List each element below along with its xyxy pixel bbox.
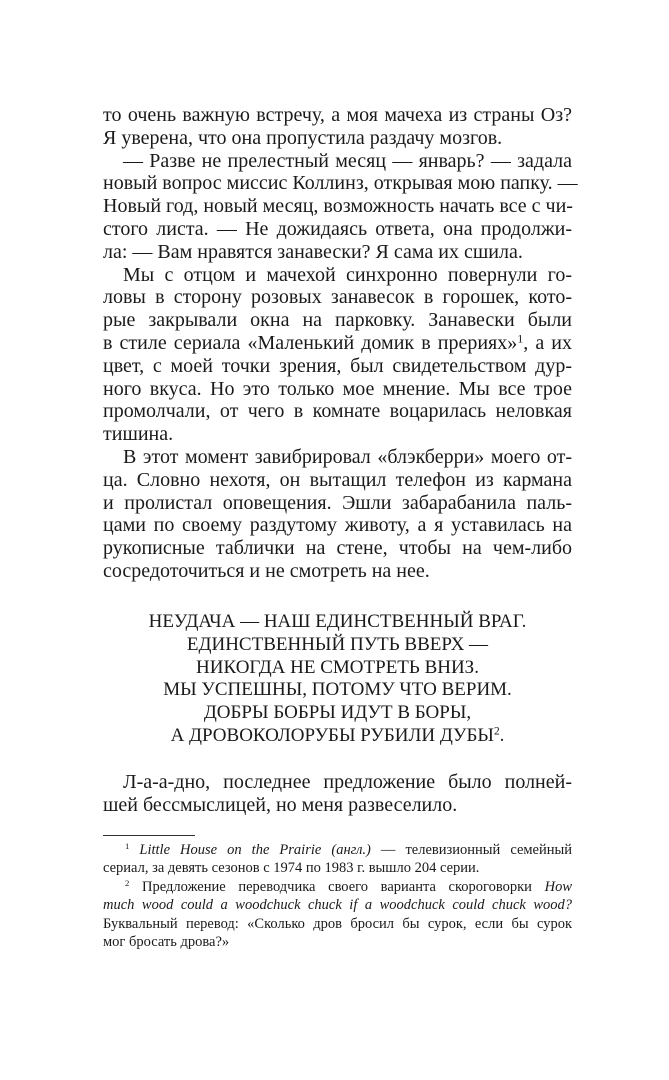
- text-line: промолчали, от чего в комнате воцарилась неловкая: [103, 400, 572, 423]
- text-line: [103, 896, 572, 914]
- text-span: — телевизионный семейный: [370, 842, 573, 858]
- text-line: ла: — Вам нравятся занавески? Я сама их сшила.: [103, 240, 523, 263]
- text-span: Little House on the Prairie (англ.): [139, 842, 371, 858]
- poem-line: МЫ УСПЕШНЫ, ПОТОМУ ЧТО ВЕРИМ.: [163, 679, 512, 701]
- text-line: ца. Словно нехотя, он вытащил телефон из кармана: [103, 468, 572, 491]
- closing-paragraph: [103, 771, 572, 817]
- footnote-mark: 1: [125, 841, 130, 852]
- poem-line: НИКОГДА НЕ СМОТРЕТЬ ВНИЗ.: [196, 656, 479, 678]
- text-line: цвет, с моей точки зрения, был свидетельством дур-: [103, 354, 572, 377]
- text-line: Буквальный перевод: «Сколько дров бросил бы сурок, если бы сурок: [103, 915, 572, 932]
- text-line: Л-а-а-дно, последнее предложение было полней-: [123, 771, 572, 793]
- poem-line: НЕУДАЧА — НАШ ЕДИНСТВЕННЫЙ ВРАГ.: [148, 611, 527, 632]
- text-line: мог бросать дрова?»: [103, 933, 230, 950]
- text-line: тишина.: [103, 423, 174, 446]
- text-span: А ДРОВОКОЛОРУБЫ РУБИЛИ ДУБЫ: [170, 724, 494, 746]
- footnote-mark: 2: [125, 878, 130, 888]
- text-line: ловы в сторону розовых занавесок в горошек, кото-: [103, 286, 572, 309]
- text-line: Мы с отцом и мачехой синхронно повернули го-: [123, 263, 572, 286]
- text-line: рые закрывали окна на парковку. Занавески были: [103, 309, 572, 332]
- text-line: [103, 332, 572, 355]
- text-span: в стиле сериала «Маленький домик в прериях»: [103, 331, 518, 354]
- text-span: much wood could a woodchuck chuck if a woodchuck could chuck wood?: [103, 897, 572, 914]
- text-line: сосредоточиться и не смотреть на нее.: [103, 559, 430, 582]
- footnote-ref-2: 2: [493, 725, 500, 738]
- text-line: сериал, за девять сезонов с 1974 по 1983 г. вышло 204 серии.: [103, 860, 480, 877]
- text-line: Я уверена, что она пропустила раздачу мозгов.: [103, 126, 503, 149]
- text-span: .: [499, 724, 505, 746]
- footnote-1: [103, 841, 572, 859]
- text-line: и пролистал оповещения. Эшли забарабанила паль-: [103, 491, 572, 514]
- text-line: Новый год, новый месяц, возможность начать все с чи-: [103, 195, 573, 218]
- poem-line: ДОБРЫ БОБРЫ ИДУТ В БОРЫ,: [203, 702, 472, 724]
- text-line: В этот момент завибрировал «блэкберри» моего от-: [123, 445, 572, 468]
- footnote-divider: [103, 835, 195, 836]
- text-line: новый вопрос миссис Коллинз, открывая мою папку. —: [103, 172, 578, 195]
- footnote-2: [103, 878, 572, 896]
- text-span: How: [544, 878, 572, 895]
- text-span: Предложение переводчика своего варианта скороговорки: [129, 878, 545, 895]
- footnote-ref-1: 1: [517, 331, 524, 346]
- main-text: [103, 104, 578, 583]
- text-line: цами по своему раздутому животу, а я уставилась на: [103, 514, 572, 537]
- text-line: рукописные таблички на стене, чтобы на чем-либо: [103, 537, 572, 560]
- text-line: — Разве не прелестный месяц — январь? — задала: [123, 149, 572, 172]
- text-line: стого листа. — Не дожидаясь ответа, она продолжи-: [103, 217, 572, 240]
- text-line: то очень важную встречу, а моя мачеха из страны Оз?: [103, 104, 572, 126]
- text-span: , а их: [523, 331, 572, 354]
- footnotes: [103, 841, 572, 951]
- poem-block: [103, 611, 572, 748]
- poem-line: ЕДИНСТВЕННЫЙ ПУТЬ ВВЕРХ —: [186, 633, 489, 655]
- text-line: шей бессмыслицей, но меня развеселило.: [103, 793, 458, 816]
- text-line: ного вкуса. Но это только мое мнение. Мы все трое: [103, 377, 572, 400]
- poem-line: [103, 725, 572, 748]
